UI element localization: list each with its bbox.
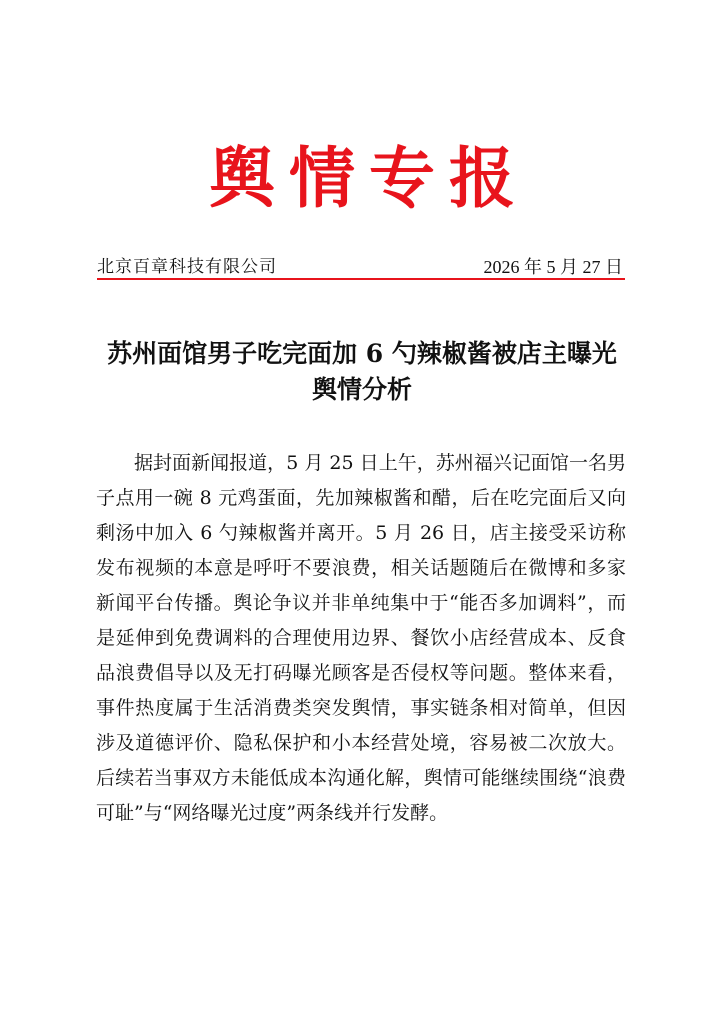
report-title-line-1: 苏州面馆男子吃完面加 6 勺辣椒酱被店主曝光 (107, 339, 617, 368)
report-title-line-2: 舆情分析 (311, 375, 412, 404)
report-body-paragraph: 据封面新闻报道，5 月 25 日上午，苏州福兴记面馆一名男子点用一碗 8 元鸡蛋面，先加辣椒酱和醋，后在吃完面后又向剩汤中加入 6 勺辣椒酱并离开。5 月 26 日，店主接受采访称发布视频的本意是呼吁不要浪费，相关话题随后在微博和多家新闻平台传播。舆论争议并非单纯集中于“能否多加调料”，而是延伸到免费调料的合理使用边界、餐饮小店经营成本、反食品浪费倡导以及无打码曝光顾客是否侵权等问题。整体来看，事件热度属于生活消费类突发舆情，事实链条相对简单，但因涉及道德评价、隐私保护和小本经营处境，容易被二次放大。后续若当事双方未能低成本沟通化解，舆情可能继续围绕“浪费可耻”与“网络曝光过度”两条线并行发酵。 (96, 452, 626, 824)
issue-date: 2026 年 5 月 27 日 (483, 257, 623, 277)
masthead-title: 舆情专报 (209, 139, 529, 217)
organization-name: 北京百章科技有限公司 (97, 257, 277, 277)
info-row (97, 254, 625, 280)
red-divider (97, 278, 625, 280)
report-title (60, 336, 664, 408)
